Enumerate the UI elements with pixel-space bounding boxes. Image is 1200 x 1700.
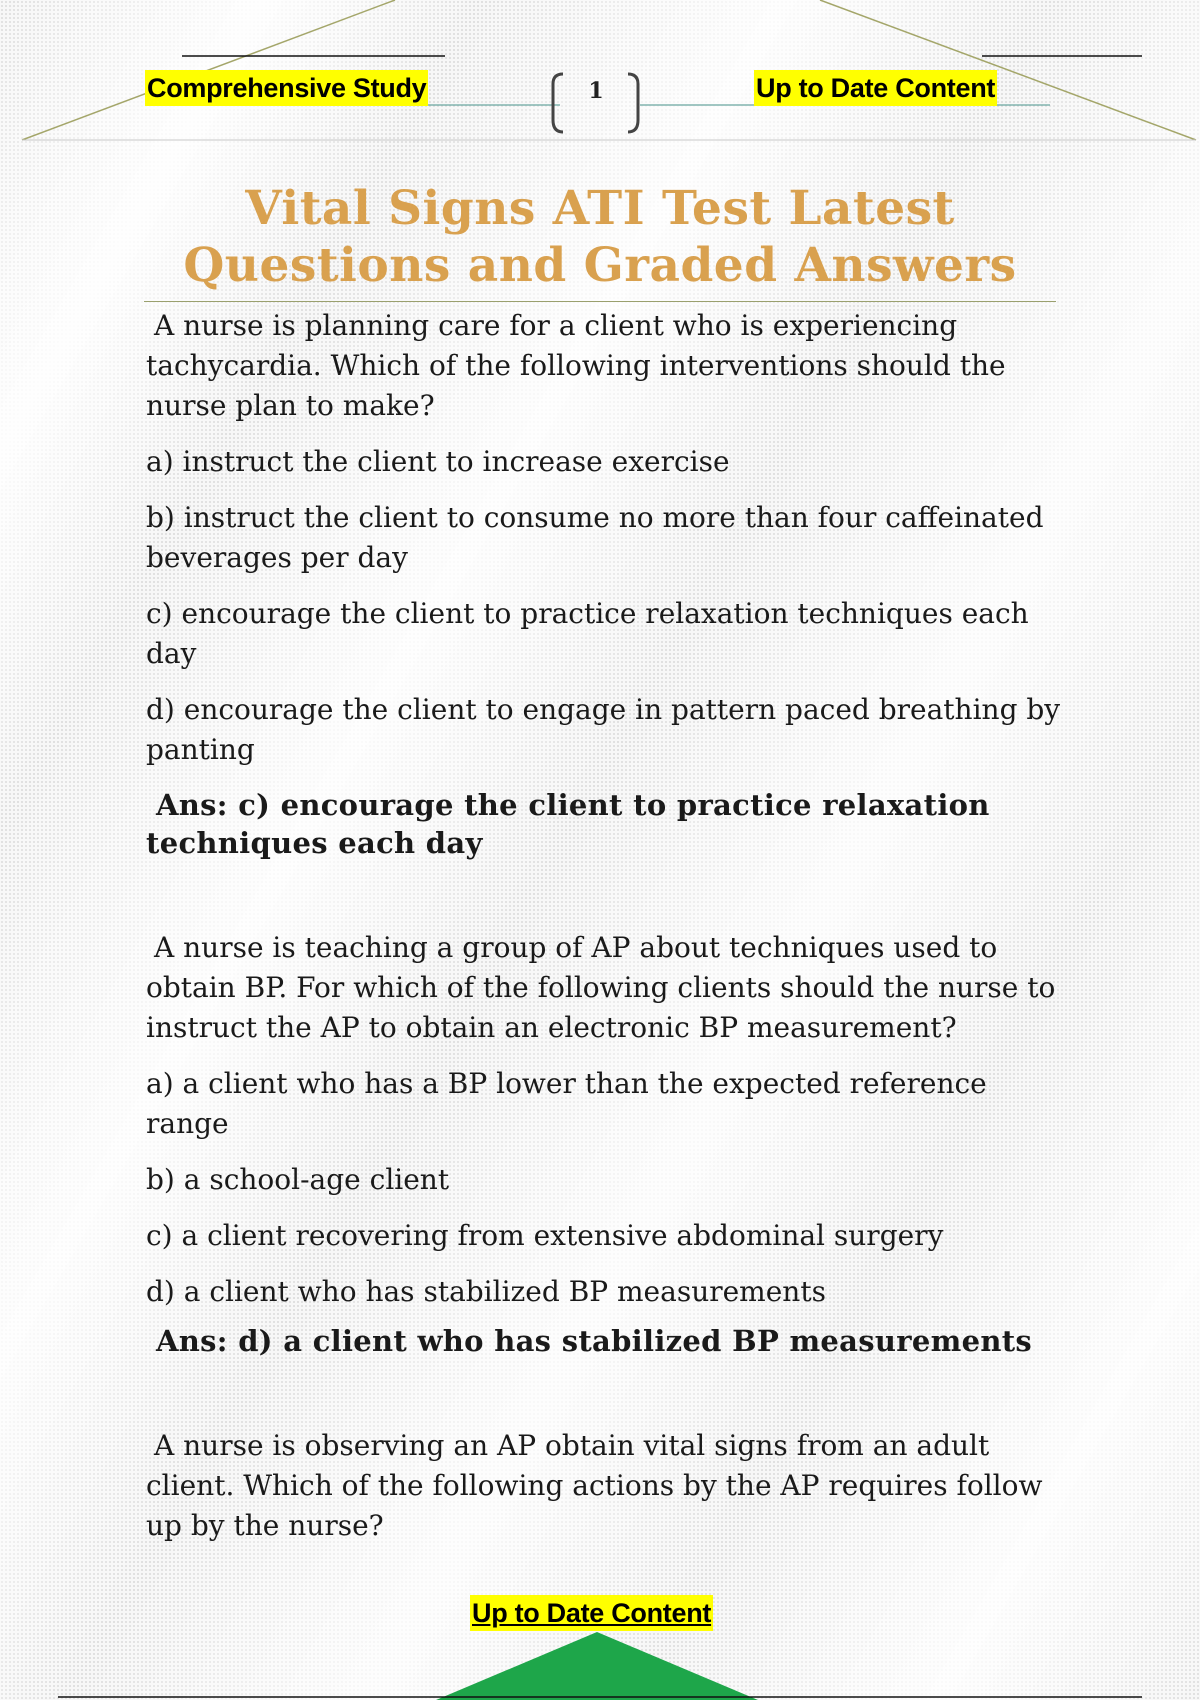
answer-option-c: c) encourage the client to practice relaxation techniques each day [146, 597, 1029, 670]
title-line-2: Questions and Graded Answers [183, 238, 1017, 293]
title-divider [144, 301, 1056, 302]
header-right-label: Up to Date Content [754, 70, 997, 106]
answer-option-a: a) a client who has a BP lower than the expected reference range [146, 1067, 987, 1140]
question-block-2 [146, 928, 1066, 1360]
answer-option-b: b) a school-age client [146, 1163, 450, 1196]
correct-answer: Ans: c) encourage the client to practice relaxation techniques each day [146, 788, 990, 860]
footer-label: Up to Date Content [470, 1595, 713, 1631]
title-line-1: Vital Signs ATI Test Latest [245, 181, 955, 236]
question-text: A nurse is planning care for a client who is experiencing tachycardia. Which of the following interventions should the nurse plan to make? [146, 309, 1006, 422]
correct-answer: Ans: d) a client who has stabilized BP measurements [156, 1324, 1033, 1358]
question-block-1 [146, 306, 1066, 862]
answer-option-c: c) a client recovering from extensive abdominal surgery [146, 1219, 944, 1252]
question-block-3 [146, 1426, 1066, 1546]
answer-option-d: d) encourage the client to engage in pattern paced breathing by panting [146, 693, 1061, 766]
answer-option-b: b) instruct the client to consume no more than four caffeinated beverages per day [146, 501, 1044, 574]
question-text: A nurse is teaching a group of AP about techniques used to obtain BP. For which of the following clients should the nurse to instruct the AP to obtain an electronic BP measurement? [146, 931, 1056, 1044]
answer-option-d: d) a client who has stabilized BP measurements [146, 1275, 826, 1308]
document-title [140, 180, 1060, 294]
footer-decoration [0, 1620, 1200, 1700]
question-list [146, 306, 1066, 1562]
page-number: 1 [588, 78, 604, 104]
question-text: A nurse is observing an AP obtain vital signs from an adult client. Which of the following actions by the AP requires follow up by the nurse? [146, 1429, 1043, 1542]
header-left-label: Comprehensive Study [145, 70, 428, 106]
answer-option-a: a) instruct the client to increase exercise [146, 445, 730, 478]
